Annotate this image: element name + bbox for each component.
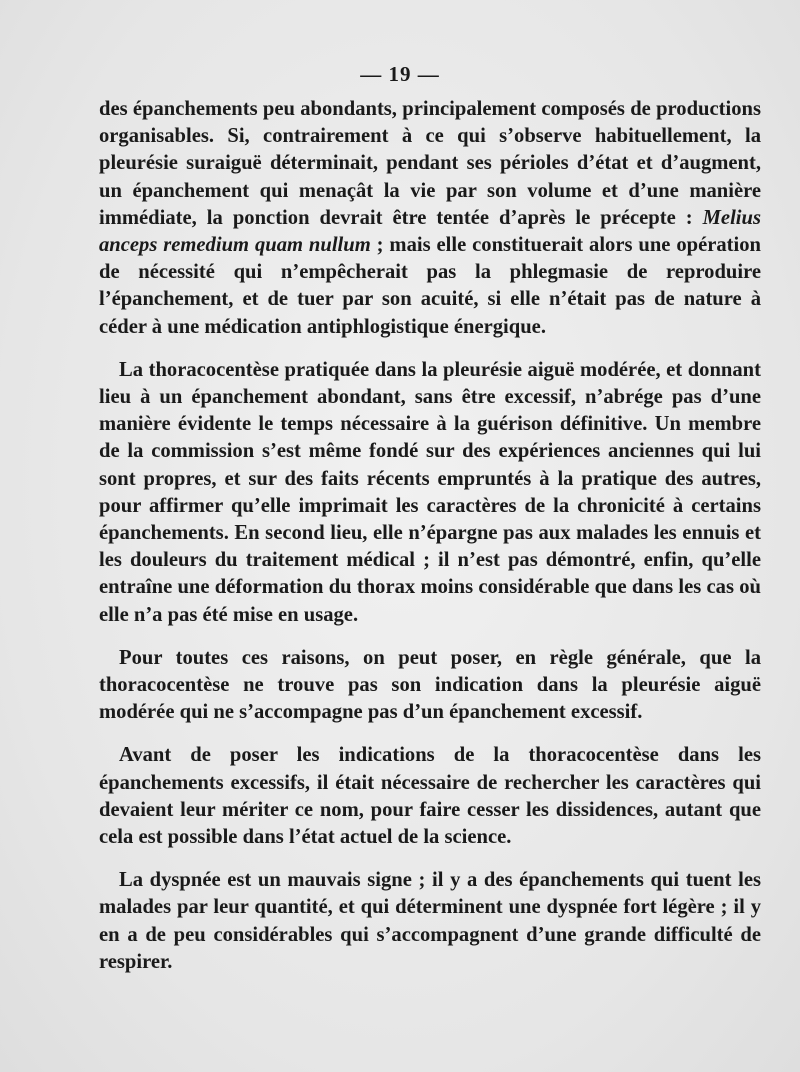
paragraph-3 <box>99 645 761 727</box>
paragraph-5 <box>99 867 761 976</box>
latin-maxim: Melius anceps remedium quam nullum <box>99 206 761 257</box>
paragraph-2-text: La thoracocentèse pratiquée dans la pleurésie aiguë modérée, et donnant lieu à un épanchement abondant, sans être excessif, n’abrége pas d’une manière évidente le temps nécessaire à la guérison définitive. Un membre de la commission s’est même fondé sur des expériences anciennes qui lui sont propres, et sur des faits récents empruntés à la pratique des autres, pour affirmer qu’elle imprimait les caractères de la chronicité à certains épanchements. En second lieu, elle n’épargne pas aux malades les ennuis et les douleurs du traitement médical ; il n’est pas démontré, enfin, qu’elle entraîne une déformation du thorax moins considérable que dans les cas où elle n’a pas été mise en usage. <box>99 358 761 626</box>
paragraph-2 <box>99 357 761 629</box>
paragraph-1-run-3: ; mais elle constituerait alors une opération de nécessité qui n’empêcherait pas la phlegmasie de reproduire l’épanchement, et de tuer par son acuité, si elle n’était pas de nature à céder à une médication antiphlogistique énergique. <box>99 234 762 338</box>
paragraph-4-text: Avant de poser les indications de la thoracocentèse dans les épanchements excessifs, il était nécessaire de rechercher les caractères qui devaient leur mériter ce nom, pour faire cesser les dissidences, autant que cela est possible dans l’état actuel de la science. <box>99 744 761 849</box>
body-text <box>99 96 761 992</box>
paragraph-1-run-1: des épanchements peu abondants, principalement composés de productions organisables. Si, contrairement à ce qui s’observe habituellement, la pleurésie suraiguë déterminait, pendant ses périoles d’état et d’augment, un épanchement qui menaçât la vie par son volume et d’une manière immédiate, la ponction devrait être tentée d’après le précepte : <box>99 98 761 229</box>
paragraph-3-text: Pour toutes ces raisons, on peut poser, en règle générale, que la thoracocentèse ne trouve pas son indication dans la pleurésie aiguë modérée qui ne s’accompagne pas d’un épanchement excessif. <box>99 646 761 724</box>
page-number: — 19 — <box>360 62 440 86</box>
paragraph-5-text: La dyspnée est un mauvais signe ; il y a des épanchements qui tuent les malades par leur quantité, et qui déterminent une dyspnée fort légère ; il y en a de peu considérables qui s’accompagnent d’une grande difficulté de respirer. <box>99 869 761 973</box>
paragraph-1 <box>99 96 761 341</box>
paragraph-4 <box>99 742 761 851</box>
